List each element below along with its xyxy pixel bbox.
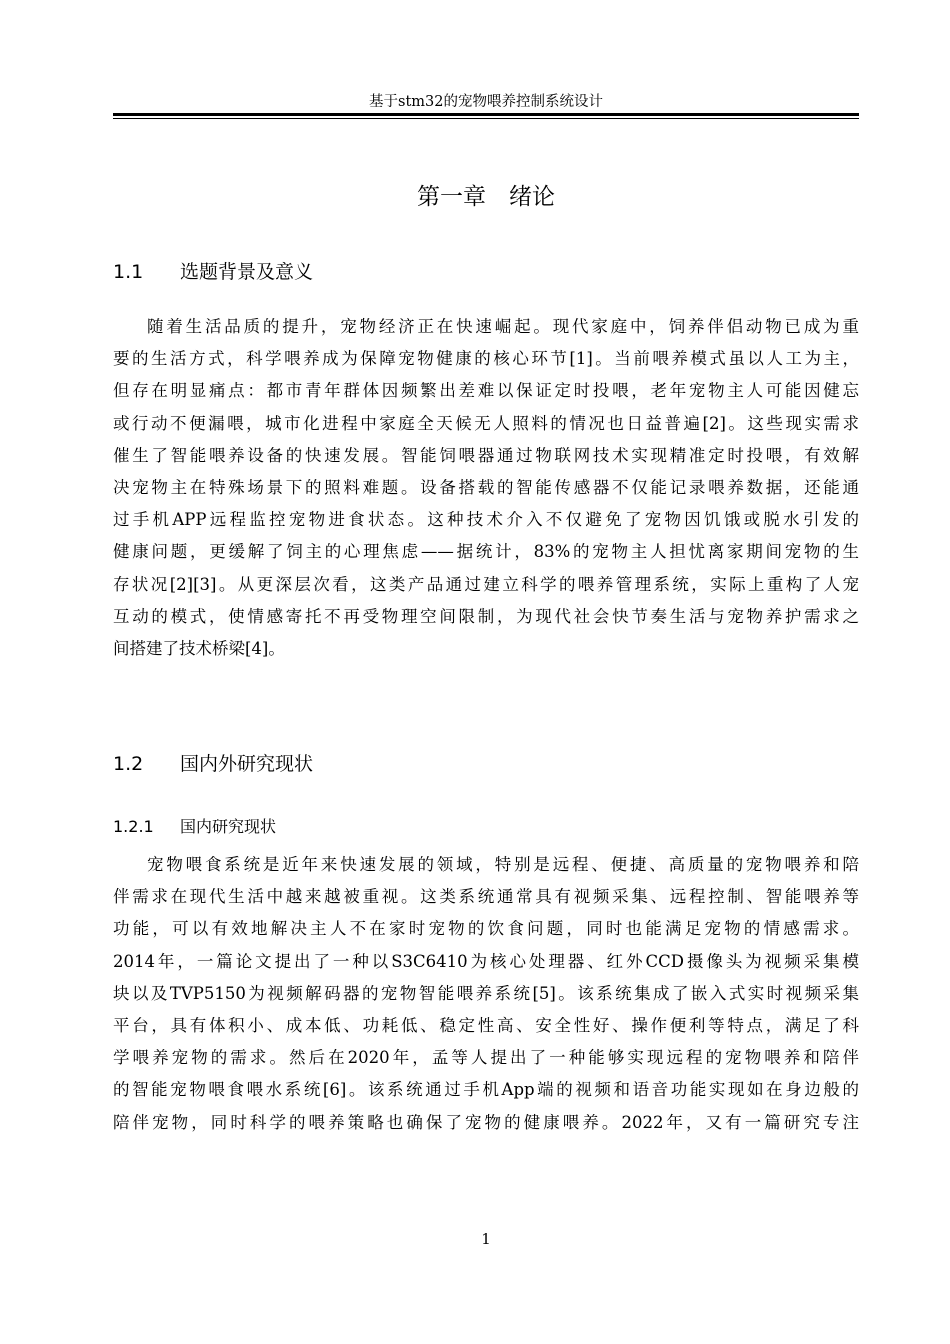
section-title: 国内外研究现状 <box>180 753 314 775</box>
paragraph-background <box>113 311 859 665</box>
section-heading-1-1 <box>113 259 313 285</box>
section-number: 1.2 <box>113 753 144 775</box>
subsection-heading-1-2-1 <box>113 816 276 838</box>
paragraph-line: 块以及TVP5150为视频解码器的宠物智能喂养系统[5]。该系统集成了嵌入式实时视频采集 <box>113 983 859 1003</box>
paragraph-line: 平台，具有体积小、成本低、功耗低、稳定性高、安全性好、操作便利等特点，满足了科 <box>113 1015 859 1035</box>
subsection-title: 国内研究现状 <box>180 817 277 836</box>
paragraph-line: 宠物喂食系统是近年来快速发展的领域，特别是远程、便捷、高质量的宠物喂养和陪 <box>147 855 859 874</box>
chapter-title: 第一章 绪论 <box>417 184 555 210</box>
paragraph-line: 陪伴宠物，同时科学的喂养策略也确保了宠物的健康喂养。2022年，又有一篇研究专注 <box>113 1112 859 1132</box>
running-header: 基于stm32的宠物喂养控制系统设计 <box>369 94 603 110</box>
paragraph-line: 的智能宠物喂食喂水系统[6]。该系统通过手机App端的视频和语音功能实现如在身边般的 <box>113 1080 859 1100</box>
header-rule-thin <box>113 118 859 119</box>
paragraph-line: 但存在明显痛点：都市青年群体因频繁出差难以保证定时投喂，老年宠物主人可能因健忘 <box>113 381 859 401</box>
subsection-number: 1.2.1 <box>113 817 154 836</box>
paragraph-domestic-research <box>113 849 859 1139</box>
paragraph-line: 要的生活方式，科学喂养成为保障宠物健康的核心环节[1]。当前喂养模式虽以人工为主， <box>113 349 859 369</box>
header-rule-thick <box>113 113 859 116</box>
section-heading-1-2 <box>113 751 313 777</box>
paragraph-line: 决宠物主在特殊场景下的照料难题。设备搭载的智能传感器不仅能记录喂养数据，还能通 <box>113 477 859 497</box>
paragraph-line: 过手机APP远程监控宠物进食状态。这种技术介入不仅避免了宠物因饥饿或脱水引发的 <box>113 510 859 530</box>
paragraph-line: 学喂养宠物的需求。然后在2020年，孟等人提出了一种能够实现远程的宠物喂养和陪伴 <box>113 1048 859 1068</box>
paragraph-line: 伴需求在现代生活中越来越被重视。这类系统通常具有视频采集、远程控制、智能喂养等 <box>113 887 859 907</box>
paragraph-line: 或行动不便漏喂，城市化进程中家庭全天候无人照料的情况也日益普遍[2]。这些现实需求 <box>113 413 859 433</box>
paragraph-line: 随着生活品质的提升，宠物经济正在快速崛起。现代家庭中，饲养伴侣动物已成为重 <box>147 317 859 336</box>
paragraph-line: 互动的模式，使情感寄托不再受物理空间限制，为现代社会快节奏生活与宠物养护需求之 <box>113 606 859 626</box>
paragraph-line: 催生了智能喂养设备的快速发展。智能饲喂器通过物联网技术实现精准定时投喂，有效解 <box>113 445 859 465</box>
paragraph-line: 间搭建了技术桥梁[4]。 <box>113 638 285 658</box>
section-number: 1.1 <box>113 261 144 283</box>
page-number: 1 <box>481 1230 491 1248</box>
paragraph-line: 健康问题，更缓解了饲主的心理焦虑——据统计，83%的宠物主人担忧离家期间宠物的生 <box>113 542 859 562</box>
section-title: 选题背景及意义 <box>180 261 314 283</box>
paragraph-line: 存状况[2][3]。从更深层次看，这类产品通过建立科学的喂养管理系统，实际上重构了人宠 <box>113 574 859 594</box>
paragraph-line: 2014年，一篇论文提出了一种以S3C6410为核心处理器、红外CCD摄像头为视频采集模 <box>113 951 859 971</box>
paragraph-line: 功能，可以有效地解决主人不在家时宠物的饮食问题，同时也能满足宠物的情感需求。 <box>113 919 859 939</box>
